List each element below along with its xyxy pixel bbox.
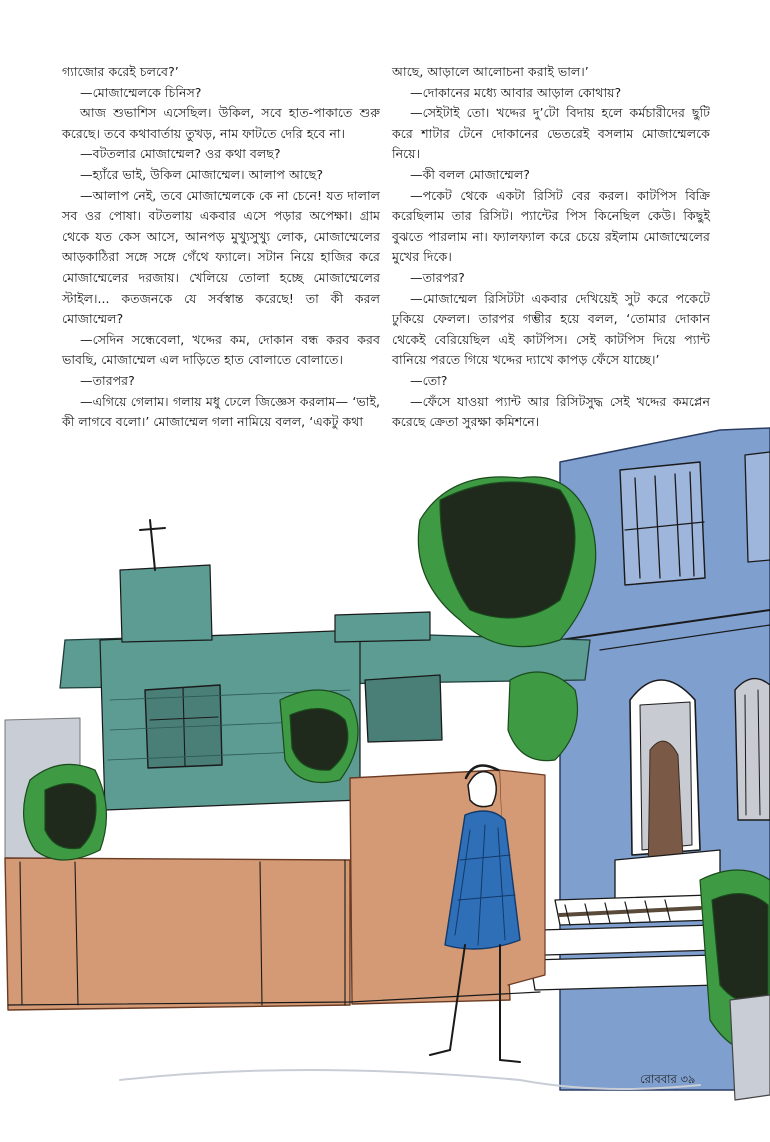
paragraph: —এগিয়ে গেলাম। গলায় মধু ঢেলে জিজ্ঞেস করলাম— ‘ভাই, কী লাগবে বলো।’ মোজাম্মেল গলা নামিয়ে বলল, ‘একটু কথা xyxy=(62,393,380,430)
paragraph: —কী বলল মোজাম্মেল? xyxy=(410,166,530,182)
paragraph: —সেইটাই তো। খদ্দের দু’টো বিদায় হলে কর্মচারীদের ছুটি করে শাটার টেনে দোকানের ভেতরেই বসলাম মোজাম্মেলকে নিয়ে। xyxy=(392,105,710,162)
page-folio: রোববার ৩৯ xyxy=(640,1072,696,1086)
street-scene-illustration xyxy=(0,418,770,1142)
paragraph: —মোজাম্মেল রিসিটটা একবার দেখিয়েই সুট করে পকেটে ঢুকিয়ে ফেলল। তারপর গম্ভীর হয়ে বলল, ‘তোমার দোকান থেকেই বেরিয়েছিল এই কাটপিস। সেই কাটপিস দিয়ে প্যান্ট বানিয়ে পরতে গিয়ে খদ্দের দ্যাখে কাপড় ফেঁসে যাচ্ছে।’ xyxy=(392,290,710,368)
paragraph: —তারপর? xyxy=(80,372,135,388)
paragraph: —তো? xyxy=(410,372,448,388)
paragraph: —ফেঁসে যাওয়া প্যান্ট আর রিসিটসুদ্ধ সেই খদ্দের কমপ্লেন করেছে ক্রেতা সুরক্ষা কমিশনে। xyxy=(392,393,710,430)
paragraph: আজ শুভাশিস এসেছিল। উকিল, সবে হাত-পাকাতে শুরু করেছে। তবে কথাবার্তায় তুখড়, নাম ফাটতে দেরি হবে না। xyxy=(62,105,380,141)
paragraph: —মোজাম্মেলকে চিনিস? xyxy=(80,84,202,100)
article-left-column xyxy=(62,62,380,433)
paragraph: আছে, আড়ালে আলোচনা করাই ভাল।’ xyxy=(392,64,589,79)
paragraph: —পকেট থেকে একটা রিসিট বের করল। কাটপিস বিক্রি করেছিলাম তার রিসিট। প্যান্টের পিস কিনেছিল কেউ। কিছুই বুঝতে পারলাম না। ফ্যালফ্যাল করে চেয়ে রইলাম মোজাম্মেলের মুখের দিকে। xyxy=(392,187,710,265)
paragraph: গ্যাজোর করেই চলবে?’ xyxy=(62,64,179,79)
paragraph: —তারপর? xyxy=(410,269,465,285)
paragraph: —দোকানের মধ্যে আবার আড়াল কোথায়? xyxy=(410,84,622,100)
article-right-column xyxy=(392,62,710,433)
paragraph: —বটতলার মোজাম্মেল? ওর কথা বলছ? xyxy=(80,146,281,162)
paragraph: —সেদিন সন্ধেবেলা, খদ্দের কম, দোকান বন্ধ করব করব ভাবছি, মোজাম্মেল এল দাড়িতে হাত বোলাতে বোলাতে। xyxy=(62,331,380,368)
paragraph: —আলাপ নেই, তবে মোজাম্মেলকে কে না চেনে! যত দালাল সব ওর পোষা। বটতলায় একবার এসে পড়ার অপেক্ষা। গ্রাম থেকে যত কেস আসে, আনপড় মুখ্যুসুখ্যু লোক, মোজাম্মেলের আড়কাঠিরা সঙ্গে সঙ্গে গেঁথে ফ্যালে। সটান নিয়ে হাজির করে মোজাম্মেলের দরজায়। খেলিয়ে তোলা হচ্ছে মোজাম্মেলের স্টাইল।... কতজনকে যে সর্বস্বান্ত করেছে! তা কী করল মোজাম্মেল? xyxy=(62,187,380,327)
paragraph: —হ্যাঁরে ভাই, উকিল মোজাম্মেল। আলাপ আছে? xyxy=(80,166,324,182)
